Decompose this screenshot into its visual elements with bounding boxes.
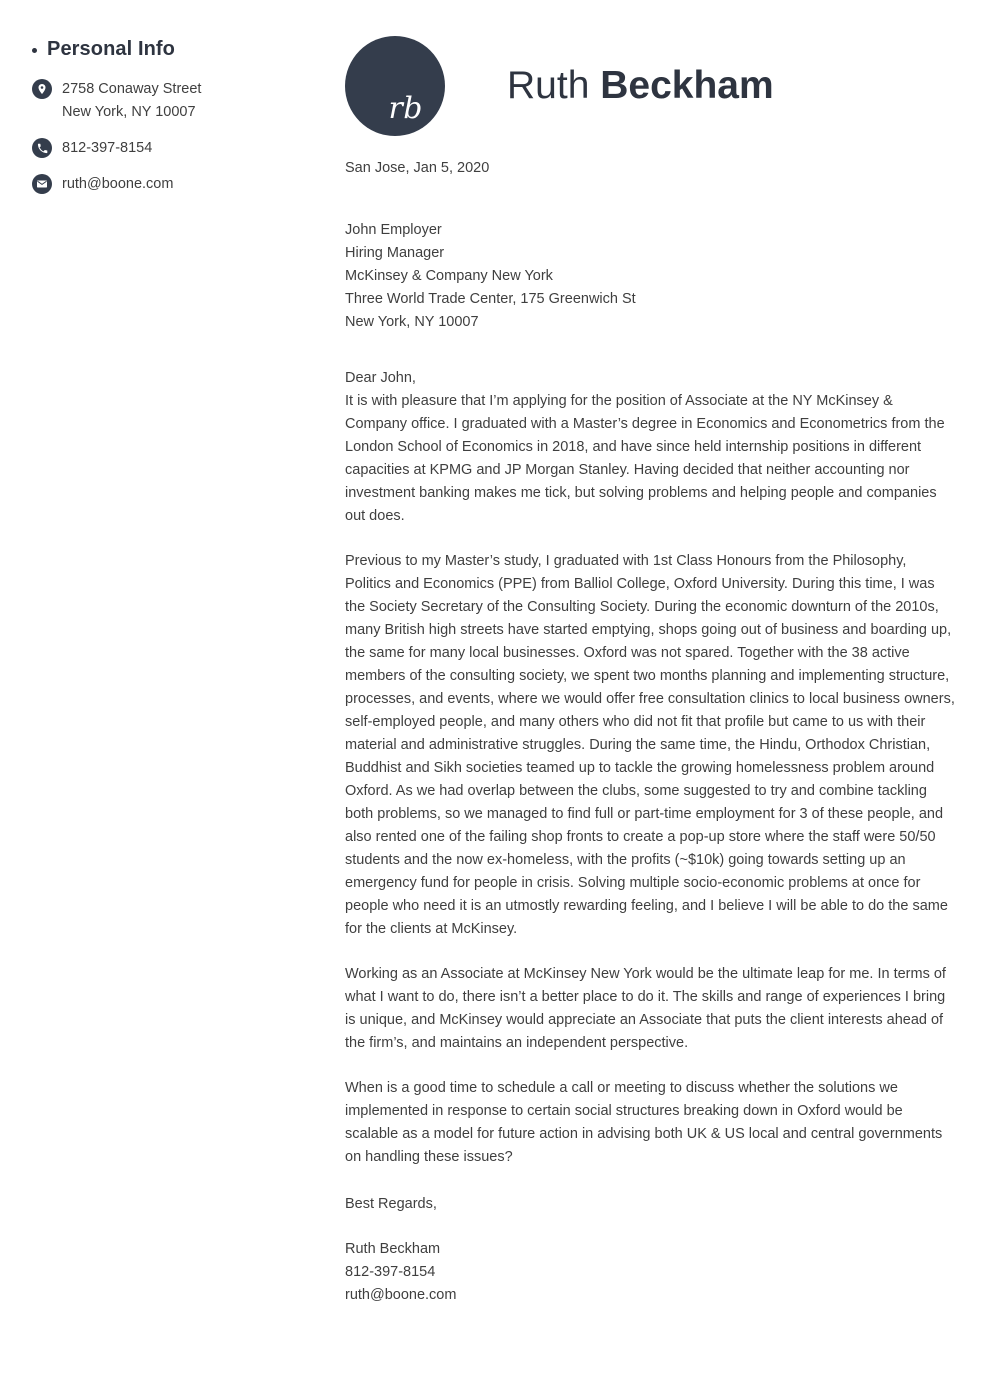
map-pin-icon [32, 79, 52, 99]
recipient-street: Three World Trade Center, 175 Greenwich St [345, 291, 636, 307]
salutation: Dear John, [345, 370, 416, 386]
contact-address-text [62, 78, 201, 124]
signature-block [345, 1238, 955, 1307]
signature-email: ruth@boone.com [345, 1287, 457, 1303]
contact-email [32, 173, 330, 196]
page-title [507, 66, 774, 105]
paragraph-4: When is a good time to schedule a call or meeting to discuss whether the solutions we implemented in response to certain social structures breaking down in Oxford would be scalable as a model for future action in advising both UK & US local and central governments on handling these issues? [345, 1080, 943, 1165]
recipient-block [345, 219, 955, 334]
bullet-icon [32, 48, 37, 53]
recipient-name: John Employer [345, 222, 442, 238]
recipient-title: Hiring Manager [345, 245, 445, 261]
date-line: San Jose, Jan 5, 2020 [345, 160, 490, 176]
sidebar [0, 0, 330, 1400]
recipient-city: New York, NY 10007 [345, 314, 479, 330]
contact-phone-text: 812-397-8154 [62, 140, 153, 156]
last-name: Beckham [600, 64, 774, 107]
first-name: Ruth [507, 64, 590, 107]
avatar-initials: rb [388, 90, 423, 126]
paragraph-1: It is with pleasure that I’m applying for the position of Associate at the NY McKinsey & Company office. I graduated with a Master’s degree in Economics and Econometrics from the London School of Economics in 2018, and have since held internship positions in different capacities at KPMG and JP Morgan Stanley. Having decided that neither accounting nor investment banking makes me tick, but solving problems and helping people and companies out does. [345, 393, 945, 524]
letter-body [345, 367, 955, 1307]
avatar [345, 36, 445, 136]
personal-info-heading-label: Personal Info [47, 38, 175, 60]
contact-phone [32, 137, 330, 160]
signoff: Best Regards, [345, 1196, 437, 1212]
contact-address-line1: 2758 Conaway Street [62, 81, 202, 97]
contact-email-text: ruth@boone.com [62, 176, 174, 192]
paragraph-2: Previous to my Master’s study, I graduated with 1st Class Honours from the Philosophy, Politics and Economics (PPE) from Balliol College, Oxford University. During this time, I was the Society Secretary of the Consulting Society. During the economic downturn of the 2010s, many British high streets have started emptying, shops going out of business and boarding up, the same for many local businesses. Oxford was not spared. Together with the 38 active members of the consulting society, we spent two months planning and implementing structure, processes, and events, where we would offer free consultation clinics to local business owners, self-employed people, and many others who did not fit that profile but came to us with their material and administrative struggles. During the same time, the Hindu, Orthodox Christian, Buddhist and Sikh societies teamed up to tackle the growing homelessness problem around Oxford. As we had overlap between the clubs, some suggested to try and combine tackling both problems, so we managed to find full or part-time employment for 3 of these people, and also rented one of the failing shop fronts to create a pop-up store where the staff were 50/50 students and the now ex-homeless, with the profits (~$10k) going towards setting up an emergency fund for people in crisis. Solving multiple socio-economic problems at once for people who need it is an utmostly rewarding feeling, and I believe I will be able to do the same for the clients at McKinsey. [345, 553, 955, 937]
phone-icon [32, 138, 52, 158]
letter-main [345, 0, 955, 1307]
signature-name: Ruth Beckham [345, 1241, 441, 1257]
paragraph-3: Working as an Associate at McKinsey New York would be the ultimate leap for me. In terms of what I want to do, there isn’t a better place to do it. The skills and range of experiences I bring is unique, and McKinsey would appreciate an Associate that puts the client interests ahead of the firm’s, and maintains an independent perspective. [345, 966, 946, 1051]
recipient-company: McKinsey & Company New York [345, 268, 553, 284]
personal-info-heading [32, 38, 330, 61]
signature-phone: 812-397-8154 [345, 1264, 436, 1280]
letter-header [345, 0, 955, 138]
contact-address [32, 78, 330, 124]
contact-address-line2: New York, NY 10007 [62, 104, 196, 120]
envelope-icon [32, 174, 52, 194]
